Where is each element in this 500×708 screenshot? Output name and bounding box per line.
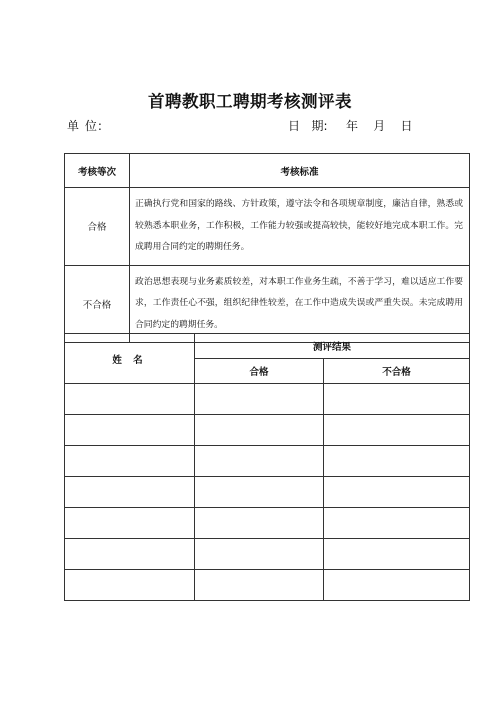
standards-row-fail	[65, 265, 470, 343]
fail-cell[interactable]	[324, 477, 470, 508]
document-title: 首聘教职工聘期考核测评表	[148, 92, 352, 111]
date-label: 日 期:	[288, 119, 328, 133]
standard-fail-text: 政治思想表现与业务素质较差，对本职工作业务生疏，不善于学习，难以适应工作要求，工作责任心不强，组织纪律性较差，在工作中造成失误或严重失误。未完成聘用合同约定的聘期任务。	[130, 265, 470, 343]
pass-cell[interactable]	[195, 446, 324, 477]
table-row	[65, 570, 470, 601]
name-header: 姓 名	[65, 334, 195, 384]
evaluation-header-row	[65, 334, 470, 359]
fail-header: 不合格	[324, 359, 470, 384]
grade-header: 考核等次	[65, 154, 130, 188]
table-row	[65, 508, 470, 539]
pass-header: 合格	[195, 359, 324, 384]
fail-cell[interactable]	[324, 539, 470, 570]
table-row	[65, 539, 470, 570]
pass-cell[interactable]	[195, 415, 324, 446]
name-cell[interactable]	[65, 570, 195, 601]
grade-pass: 合格	[65, 188, 130, 266]
evaluation-table	[64, 333, 470, 601]
table-row	[65, 384, 470, 415]
pass-cell[interactable]	[195, 539, 324, 570]
name-cell[interactable]	[65, 446, 195, 477]
pass-cell[interactable]	[195, 477, 324, 508]
fail-cell[interactable]	[324, 508, 470, 539]
pass-cell[interactable]	[195, 508, 324, 539]
standards-table	[64, 153, 470, 343]
name-cell[interactable]	[65, 539, 195, 570]
pass-cell[interactable]	[195, 384, 324, 415]
standard-header: 考核标准	[130, 154, 470, 188]
fail-cell[interactable]	[324, 446, 470, 477]
name-cell[interactable]	[65, 384, 195, 415]
name-cell[interactable]	[65, 477, 195, 508]
year-month-day-label: 年 月 日	[346, 119, 413, 133]
grade-fail: 不合格	[65, 265, 130, 343]
fail-cell[interactable]	[324, 570, 470, 601]
standards-row-pass	[65, 188, 470, 266]
pass-cell[interactable]	[195, 570, 324, 601]
standards-header-row	[65, 154, 470, 188]
unit-label: 单 位:	[67, 119, 103, 133]
name-cell[interactable]	[65, 508, 195, 539]
table-row	[65, 477, 470, 508]
name-cell[interactable]	[65, 415, 195, 446]
fail-cell[interactable]	[324, 384, 470, 415]
fail-cell[interactable]	[324, 415, 470, 446]
table-row	[65, 446, 470, 477]
table-row	[65, 415, 470, 446]
result-header: 测评结果	[195, 334, 470, 359]
standard-pass-text: 正确执行党和国家的路线、方针政策，遵守法令和各项规章制度，廉洁自律，熟悉或较熟悉本职业务，工作积极，工作能力较强或提高较快，能较好地完成本职工作。完成聘用合同约定的聘期任务。	[130, 188, 470, 266]
